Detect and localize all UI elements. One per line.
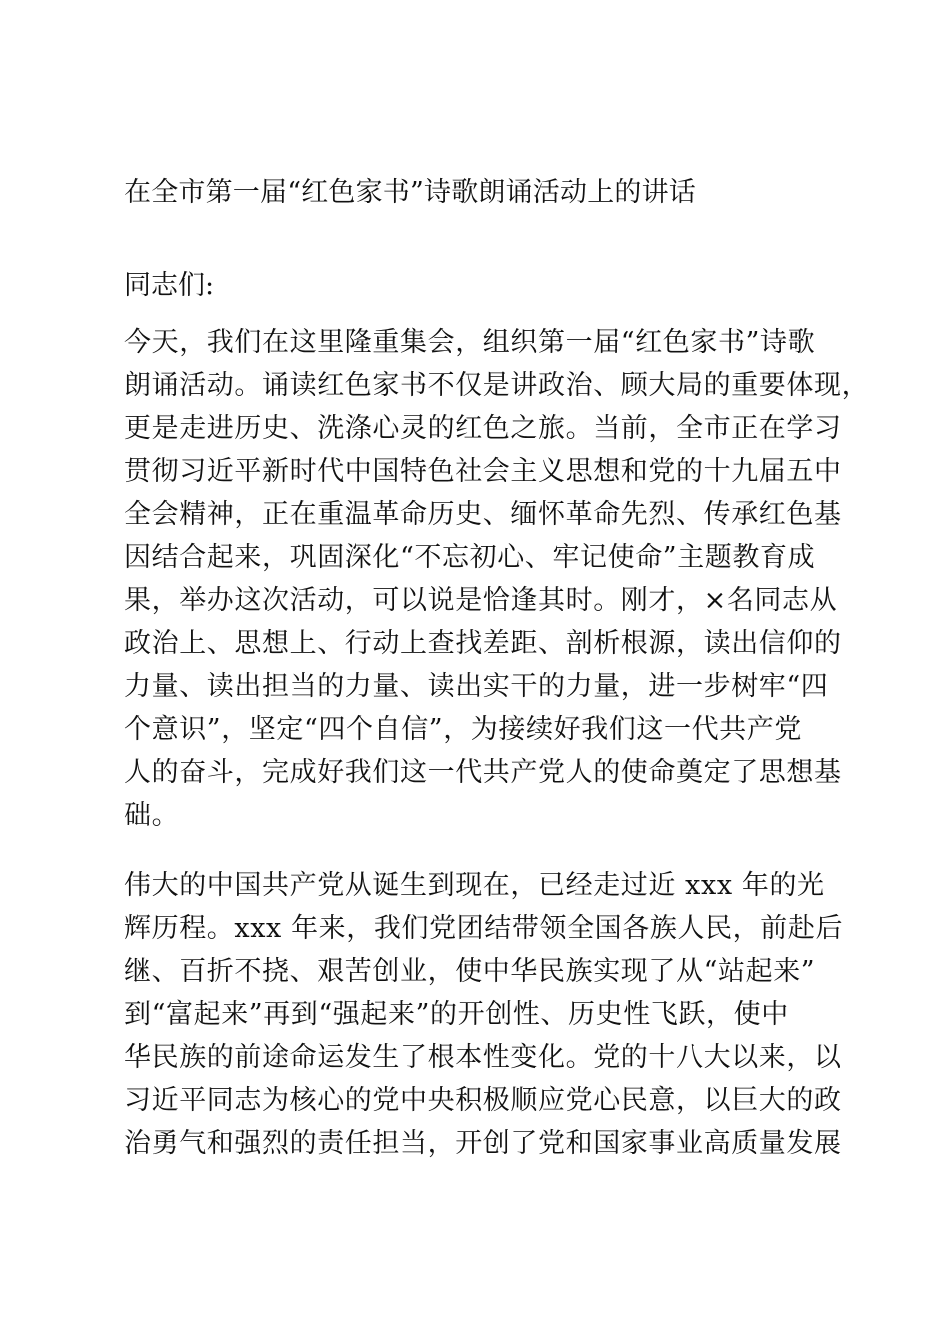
salutation: 同志们: (124, 270, 215, 301)
body-line: 贯彻习近平新时代中国特色社会主义思想和党的十九届五中 (124, 456, 842, 487)
body-line: 继、百折不挠、艰苦创业，使中华民族实现了从“站起来” (124, 956, 816, 987)
body-line: 习近平同志为核心的党中央积极顺应党心民意，以巨大的政 (124, 1085, 842, 1116)
body-line: 到“富起来”再到“强起来”的开创性、历史性飞跃，使中 (124, 999, 789, 1030)
body-line: 华民族的前途命运发生了根本性变化。党的十八大以来，以 (124, 1042, 842, 1073)
body-line: 全会精神，正在重温革命历史、缅怀革命先烈、传承红色基 (124, 499, 842, 530)
body-line: 辉历程。xxx 年来，我们党团结带领全国各族人民，前赴后 (124, 913, 844, 944)
body-line: 个意识”，坚定“四个自信”，为接续好我们这一代共产党 (124, 714, 803, 745)
body-line: 更是走进历史、洗涤心灵的红色之旅。当前，全市正在学习 (124, 413, 842, 444)
body-line: 础。 (124, 800, 180, 831)
body-line: 治勇气和强烈的责任担当，开创了党和国家事业高质量发展 (124, 1128, 842, 1159)
body-line: 伟大的中国共产党从诞生到现在，已经走过近 xxx 年的光 (124, 870, 825, 901)
body-line: 力量、读出担当的力量、读出实干的力量，进一步树牢“四 (124, 671, 829, 702)
body-line: 果，举办这次活动，可以说是恰逢其时。刚才，×名同志从 (124, 585, 838, 616)
body-line: 朗诵活动。诵读红色家书不仅是讲政治、顾大局的重要体现， (124, 370, 870, 401)
document-title: 在全市第一届“红色家书”诗歌朗诵活动上的讲话 (124, 177, 697, 208)
body-line: 因结合起来，巩固深化“不忘初心、牢记使命”主题教育成 (124, 542, 816, 573)
body-line: 今天，我们在这里隆重集会，组织第一届“红色家书”诗歌 (124, 327, 816, 358)
body-line: 政治上、思想上、行动上查找差距、剖析根源，读出信仰的 (124, 628, 842, 659)
body-line: 人的奋斗，完成好我们这一代共产党人的使命奠定了思想基 (124, 757, 842, 788)
